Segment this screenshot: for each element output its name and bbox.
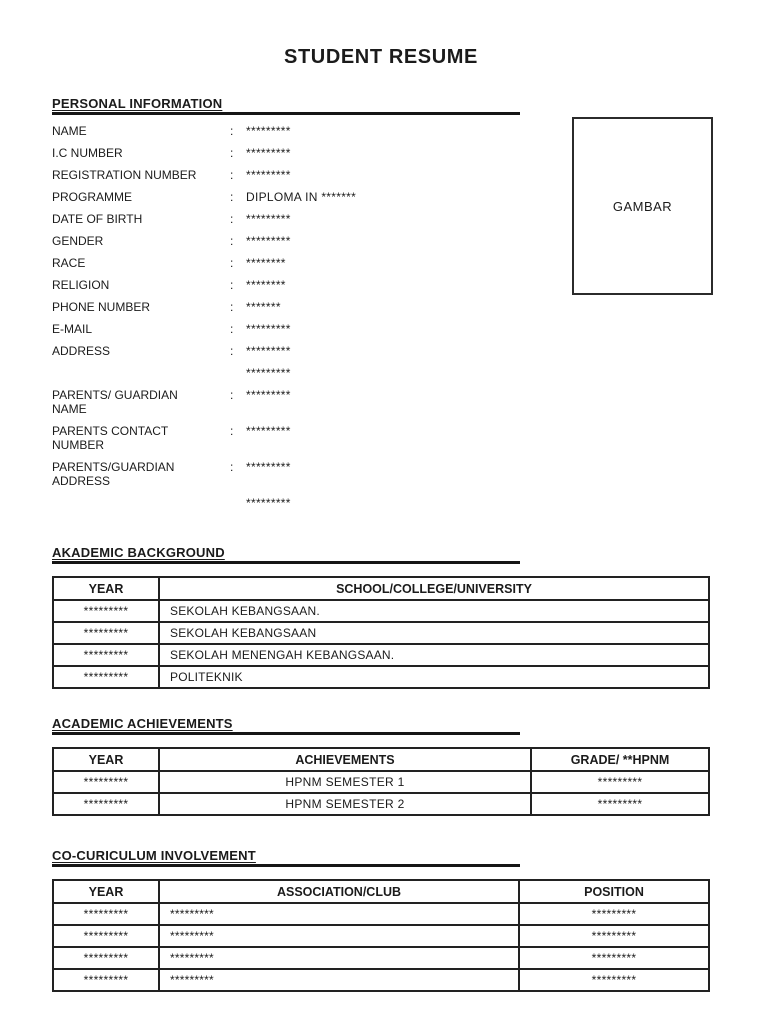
- field-colon: :: [230, 344, 234, 358]
- position-cell: *********: [519, 969, 709, 991]
- field-label: NAME: [52, 124, 87, 138]
- field-row-parents-guardian-address-line2: [52, 496, 522, 510]
- table-row: [53, 969, 709, 991]
- field-colon: :: [230, 212, 234, 226]
- section-rule: [52, 864, 520, 867]
- field-row-race: [52, 256, 522, 270]
- personal-information-heading: PERSONAL INFORMATION: [52, 96, 223, 111]
- section-cocuriculum-involvement: [52, 848, 710, 992]
- column-header-school: SCHOOL/COLLEGE/UNIVERSITY: [159, 577, 709, 600]
- achievement-cell: HPNM SEMESTER 2: [159, 793, 531, 815]
- field-label: PHONE NUMBER: [52, 300, 151, 314]
- field-value: *********: [246, 388, 291, 402]
- year-cell: *********: [53, 622, 159, 644]
- year-cell: *********: [53, 969, 159, 991]
- table-header-row: [53, 748, 709, 771]
- column-header-year: YEAR: [53, 748, 159, 771]
- year-cell: *********: [53, 947, 159, 969]
- association-cell: *********: [159, 925, 519, 947]
- field-row-phone-number: [52, 300, 522, 314]
- achievement-cell: HPNM SEMESTER 1: [159, 771, 531, 793]
- field-colon: :: [230, 190, 234, 204]
- table-row: [53, 947, 709, 969]
- field-value: *********: [246, 124, 291, 138]
- column-header-grade: GRADE/ **HPNM: [531, 748, 709, 771]
- section-rule: [52, 561, 520, 564]
- association-cell: *********: [159, 947, 519, 969]
- personal-info-fields: [52, 124, 522, 510]
- table-row: [53, 666, 709, 688]
- field-label: E-MAIL: [52, 322, 93, 336]
- field-value: *********: [246, 322, 291, 336]
- academic-background-table: [52, 576, 710, 689]
- year-cell: *********: [53, 644, 159, 666]
- column-header-position: POSITION: [519, 880, 709, 903]
- field-row-name: [52, 124, 522, 138]
- table-row: [53, 903, 709, 925]
- field-label: ADDRESS: [52, 344, 111, 358]
- field-row-parents-guardian-name: [52, 388, 522, 416]
- field-colon: :: [230, 256, 234, 270]
- year-cell: *********: [53, 903, 159, 925]
- field-value: *********: [246, 212, 291, 226]
- field-row-parents-contact-number: [52, 424, 522, 452]
- field-colon: :: [230, 168, 234, 182]
- field-label: RACE: [52, 256, 86, 270]
- position-cell: *********: [519, 925, 709, 947]
- section-academic-achievements: [52, 716, 710, 816]
- field-value: *********: [246, 234, 291, 248]
- field-row-parents-guardian-address: [52, 460, 522, 488]
- field-value: ********: [246, 256, 286, 270]
- section-rule: [52, 112, 520, 115]
- page-title: STUDENT RESUME: [284, 46, 478, 68]
- field-label: PARENTS CONTACT NUMBER: [52, 424, 169, 452]
- field-colon: :: [230, 124, 234, 138]
- table-row: [53, 644, 709, 666]
- column-header-association: ASSOCIATION/CLUB: [159, 880, 519, 903]
- field-value: *********: [246, 424, 291, 438]
- academic-achievements-table: [52, 747, 710, 816]
- year-cell: *********: [53, 771, 159, 793]
- field-value: ********: [246, 278, 286, 292]
- association-cell: *********: [159, 969, 519, 991]
- field-row-address-line2: [52, 366, 522, 380]
- field-colon: :: [230, 300, 234, 314]
- field-row-gender: [52, 234, 522, 248]
- section-rule: [52, 732, 520, 735]
- photo-placeholder-box: [572, 117, 713, 295]
- year-cell: *********: [53, 925, 159, 947]
- school-cell: SEKOLAH MENENGAH KEBANGSAAN.: [159, 644, 709, 666]
- field-row-email: [52, 322, 522, 336]
- cocuriculum-table: [52, 879, 710, 992]
- field-label: GENDER: [52, 234, 104, 248]
- column-header-year: YEAR: [53, 880, 159, 903]
- grade-cell: *********: [531, 793, 709, 815]
- field-row-registration-number: [52, 168, 522, 182]
- field-label: PARENTS/ GUARDIAN NAME: [52, 388, 178, 416]
- table-header-row: [53, 577, 709, 600]
- school-cell: SEKOLAH KEBANGSAAN.: [159, 600, 709, 622]
- school-cell: POLITEKNIK: [159, 666, 709, 688]
- field-row-religion: [52, 278, 522, 292]
- field-row-date-of-birth: [52, 212, 522, 226]
- table-row: [53, 600, 709, 622]
- association-cell: *********: [159, 903, 519, 925]
- field-colon: :: [230, 146, 234, 160]
- position-cell: *********: [519, 947, 709, 969]
- field-value: *********: [246, 168, 291, 182]
- academic-achievements-heading: ACADEMIC ACHIEVEMENTS: [52, 716, 233, 731]
- table-row: [53, 925, 709, 947]
- table-header-row: [53, 880, 709, 903]
- field-colon: :: [230, 322, 234, 336]
- field-value: *******: [246, 300, 281, 314]
- field-label: PARENTS/GUARDIAN ADDRESS: [52, 460, 175, 488]
- field-value: *********: [246, 344, 291, 358]
- academic-background-heading: AKADEMIC BACKGROUND: [52, 545, 225, 560]
- field-colon: :: [230, 424, 234, 438]
- year-cell: *********: [53, 600, 159, 622]
- photo-placeholder-label: GAMBAR: [612, 198, 673, 214]
- field-label: REGISTRATION NUMBER: [52, 168, 197, 182]
- field-colon: :: [230, 460, 234, 474]
- column-header-year: YEAR: [53, 577, 159, 600]
- field-row-programme: [52, 190, 522, 204]
- field-row-address: [52, 344, 522, 358]
- field-label: PROGRAMME: [52, 190, 133, 204]
- table-row: [53, 622, 709, 644]
- field-value: *********: [246, 366, 291, 380]
- field-colon: :: [230, 388, 234, 402]
- field-colon: :: [230, 234, 234, 248]
- field-value: *********: [246, 460, 291, 474]
- cocuriculum-involvement-heading: CO-CURICULUM INVOLVEMENT: [52, 848, 256, 863]
- position-cell: *********: [519, 903, 709, 925]
- field-row-ic-number: [52, 146, 522, 160]
- year-cell: *********: [53, 666, 159, 688]
- field-label: DATE OF BIRTH: [52, 212, 143, 226]
- field-value: DIPLOMA IN *******: [246, 190, 357, 204]
- table-row: [53, 793, 709, 815]
- section-academic-background: [52, 545, 710, 689]
- field-colon: :: [230, 278, 234, 292]
- year-cell: *********: [53, 793, 159, 815]
- field-label: I.C NUMBER: [52, 146, 123, 160]
- school-cell: SEKOLAH KEBANGSAAN: [159, 622, 709, 644]
- column-header-achievements: ACHIEVEMENTS: [159, 748, 531, 771]
- table-row: [53, 771, 709, 793]
- field-label: RELIGION: [52, 278, 110, 292]
- field-value: *********: [246, 496, 291, 510]
- field-value: *********: [246, 146, 291, 160]
- grade-cell: *********: [531, 771, 709, 793]
